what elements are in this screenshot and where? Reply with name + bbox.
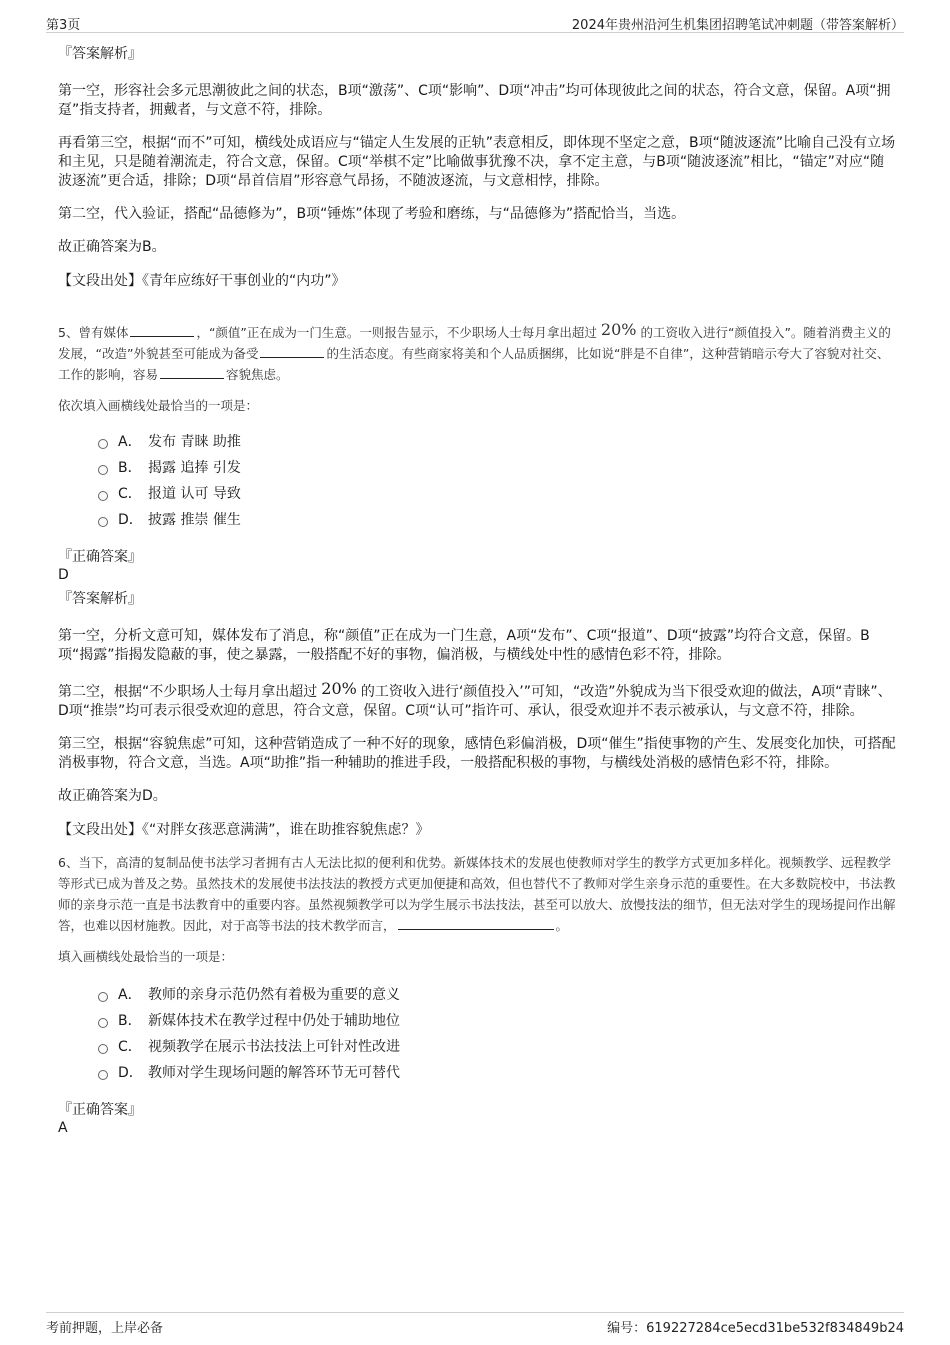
answer-blank (398, 918, 554, 930)
answer-blank (260, 346, 324, 358)
footer-slogan: 考前押题，上岸必备 (46, 1321, 164, 1336)
radio-icon[interactable] (98, 517, 108, 527)
percent-value: 20% (600, 320, 637, 339)
q5-analysis-paragraph: 故正确答案为D。 (58, 788, 167, 804)
q5-option-a[interactable]: A． 发布 青睐 助推 (98, 429, 898, 455)
q6-option-c[interactable]: C． 视频教学在展示书法技法上可针对性改进 (98, 1034, 898, 1060)
q6-correct-label: 『正确答案』 (58, 1102, 142, 1118)
q5-analysis-paragraph: 第二空，根据“不少职场人士每月拿出超过 20% 的工资收入进行‘颜值投入’”可知，“改造”外貌成为当下很受欢迎的做法，A项“青睐”、D项“推崇”均可表示很受欢迎的意思，符合文意，保留。C项“认可”指许可、承认，很受欢迎并不表示被承认，与文意不符，排除。 (58, 679, 892, 719)
page-header (46, 10, 904, 33)
q5-analysis-paragraph: 第一空，分析文意可知，媒体发布了消息，称“颜值”正在成为一门生意，A项“发布”、C项“报道”、D项“披露”均符合文意，保留。B项“揭露”指揭发隐蔽的事，使之暴露，一般搭配不好的事物，偏消极，与横线处中性的感情色彩不符，排除。 (58, 628, 870, 663)
q5-option-d[interactable]: D． 披露 推崇 催生 (98, 507, 898, 533)
page-number: 第3页 (46, 18, 81, 33)
q4-analysis-paragraph: 故正确答案为B。 (58, 239, 166, 255)
q6-correct-answer: A (58, 1120, 68, 1136)
answer-blank (130, 325, 194, 337)
page-footer (46, 1312, 904, 1337)
q4-analysis-paragraph: 第一空，形容社会多元思潮彼此之间的状态，B项“激荡”、C项“影响”、D项“冲击”均可体现彼此之间的状态，符合文意，保留。A项“拥趸”指支持者，拥戴者，与文意不符，排除。 (58, 83, 891, 118)
answer-blank (160, 367, 224, 379)
q5-source: 【文段出处】《“对胖女孩恶意满满”，谁在助推容貌焦虑？》 (58, 822, 430, 838)
q5-correct-label: 『正确答案』 (58, 549, 142, 565)
q5-analysis-paragraph: 第三空，根据“容貌焦虑”可知，这种营销造成了一种不好的现象，感情色彩偏消极，D项“催生”指使事物的产生、发展变化加快，可搭配消极事物，符合文意，当选。A项“助推”指一种辅助的推进手段，一般搭配积极的事物，与横线处消极的感情色彩不符，排除。 (58, 736, 896, 771)
q6-option-d[interactable]: D． 教师对学生现场问题的解答环节无可替代 (98, 1060, 898, 1086)
q4-analysis-label: 『答案解析』 (58, 46, 142, 62)
q6-question-text: 6、当下，高清的复制品使书法学习者拥有古人无法比拟的便利和优势。新媒体技术的发展也使教师对学生的教学方式更加多样化。视频教学、远程教学等形式已成为普及之势。虽然技术的发展使书法技法的教授方式更加便捷和高效，但也替代不了教师对学生亲身示范的重要性。在大多数院校中，书法教师的亲身示范一直是书法教育中的重要内容。虽然视频教学可以为学生展示书法技法，甚至可以放大、放慢技法的细节，但无法对学生的现场提问作出解答，也难以因材施教。因此，对于高等书法的技术教学而言， 。 (58, 855, 896, 933)
page-content (58, 44, 898, 1142)
radio-icon[interactable] (98, 1070, 108, 1080)
q4-analysis-paragraph: 再看第三空，根据“而不”可知，横线处成语应与“锚定人生发展的正轨”表意相反，即体现不坚定之意，B项“随波逐流”比喻自己没有立场和主见，只是随着潮流走，符合文意，保留。C项“举棋不定”比喻做事犹豫不决，拿不定主意，与B项“随波逐流”相比，“锚定”对应“随波逐流”更合适，排除；D项“昂首信眉”形容意气昂扬，不随波逐流，与文意相悖，排除。 (58, 135, 896, 189)
q4-source: 【文段出处】《青年应练好干事创业的“内功”》 (58, 273, 346, 289)
percent-value: 20% (321, 679, 357, 698)
document-title: 2024年贵州沿河生机集团招聘笔试冲刺题（带答案解析） (571, 18, 904, 33)
radio-icon[interactable] (98, 439, 108, 449)
radio-icon[interactable] (98, 1044, 108, 1054)
q5-instruction: 依次填入画横线处最恰当的一项是： (58, 398, 259, 413)
q5-correct-answer: D (58, 567, 69, 583)
q6-options (98, 982, 898, 1086)
document-id: 编号：619227284ce5ecd31be532f834849b24 (607, 1321, 904, 1336)
radio-icon[interactable] (98, 491, 108, 501)
q4-analysis-paragraph: 第二空，代入验证，搭配“品德修为”，B项“锤炼”体现了考验和磨练，与“品德修为”搭配恰当，当选。 (58, 206, 686, 222)
q5-options (98, 429, 898, 533)
q5-analysis-label: 『答案解析』 (58, 591, 142, 607)
q6-instruction: 填入画横线处最恰当的一项是： (58, 949, 234, 964)
radio-icon[interactable] (98, 465, 108, 475)
radio-icon[interactable] (98, 1018, 108, 1028)
q6-option-b[interactable]: B． 新媒体技术在教学过程中仍处于辅助地位 (98, 1008, 898, 1034)
q5-option-c[interactable]: C． 报道 认可 导致 (98, 481, 898, 507)
q6-option-a[interactable]: A． 教师的亲身示范仍然有着极为重要的意义 (98, 982, 898, 1008)
q5-option-b[interactable]: B． 揭露 追捧 引发 (98, 455, 898, 481)
radio-icon[interactable] (98, 992, 108, 1002)
q5-question-text: 5、曾有媒体 ，“颜值”正在成为一门生意。一则报告显示，不少职场人士每月拿出超过 20% 的工资收入进行“颜值投入”。随着消费主义的发展，“改造”外貌甚至可能成为备受 的生活态度。有些商家将美和个人品质捆绑，比如说“胖是不自律”，这种营销暗示夸大了容貌对社交、工作的影响，容易 容貌焦虑。 (58, 320, 891, 382)
